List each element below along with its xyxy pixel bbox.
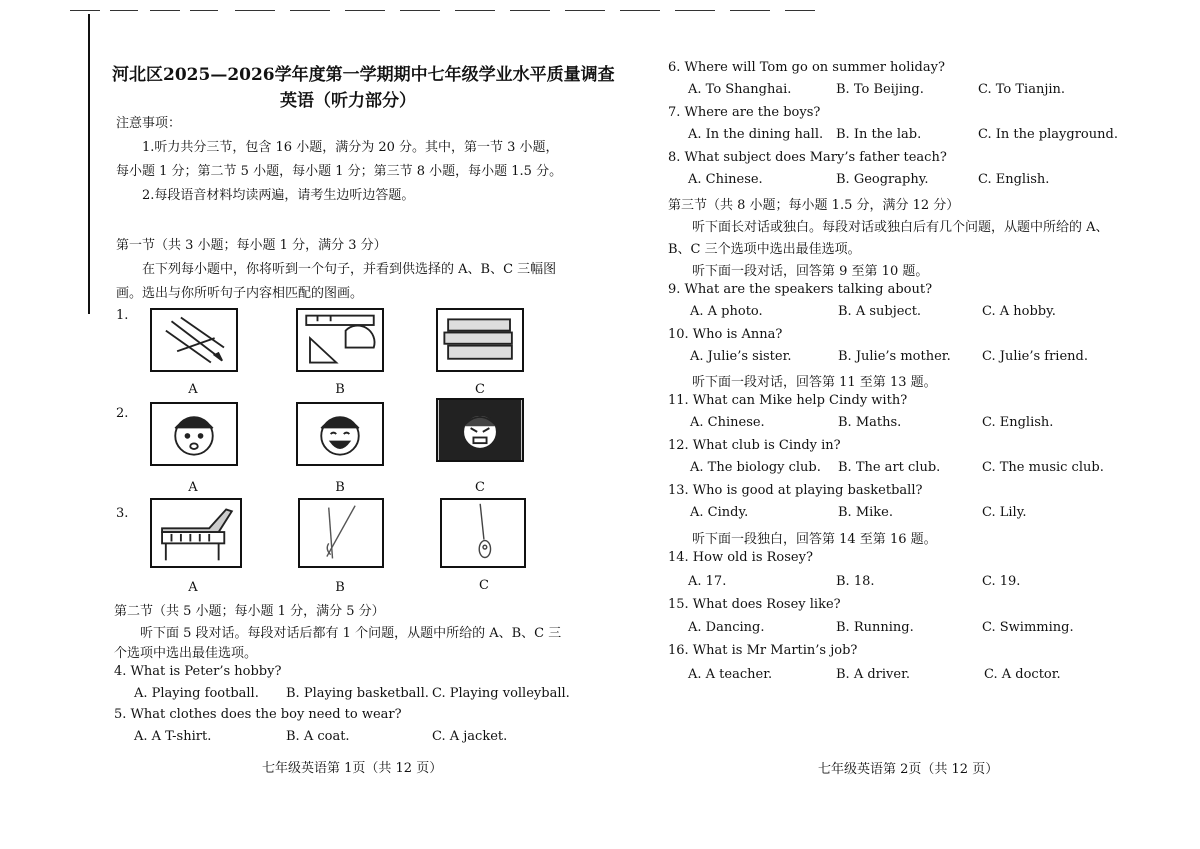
books-icon[interactable] [436, 308, 524, 372]
notes-heading: 注意事项： [116, 116, 182, 131]
violin-icon[interactable] [298, 498, 384, 568]
q9-option-c[interactable]: C. A hobby. [982, 304, 1056, 319]
listen-instruction-11-13: 听下面一段对话，回答第 11 至第 13 题。 [692, 375, 937, 390]
question-8: 8. What subject does Mary’s father teach? [668, 150, 947, 165]
q7-option-c[interactable]: C. In the playground. [978, 127, 1118, 142]
question-10: 10. Who is Anna? [668, 327, 783, 342]
q7-option-b[interactable]: B. In the lab. [836, 127, 922, 142]
picture-question-number: 2. [116, 406, 129, 421]
listen-instruction-14-16: 听下面一段独白，回答第 14 至第 16 题。 [692, 532, 937, 547]
section-3-heading: 第三节（共 8 小题；每小题 1.5 分，满分 12 分） [668, 198, 960, 213]
q12-option-a[interactable]: A. The biology club. [690, 460, 821, 475]
q16-option-c[interactable]: C. A doctor. [984, 667, 1061, 682]
angry-boy-icon[interactable] [436, 398, 524, 462]
option-letter: B [335, 480, 345, 495]
q8-option-a[interactable]: A. Chinese. [688, 172, 763, 187]
listen-instruction-9-10: 听下面一段对话，回答第 9 至第 10 题。 [692, 264, 929, 279]
q6-option-c[interactable]: C. To Tianjin. [978, 82, 1066, 97]
option-letter: C [479, 578, 489, 593]
q4-option-a[interactable]: A. Playing football. [134, 686, 259, 701]
question-15: 15. What does Rosey like? [668, 597, 841, 612]
section-1-instruction-line-2: 画。选出与你所听句子内容相匹配的图画。 [116, 286, 364, 301]
q11-option-a[interactable]: A. Chinese. [690, 415, 765, 430]
q16-option-b[interactable]: B. A driver. [836, 667, 910, 682]
question-12: 12. What club is Cindy in? [668, 438, 841, 453]
q6-option-b[interactable]: B. To Beijing. [836, 82, 924, 97]
section-1-instruction-line-1: 在下列每小题中，你将听到一个句子，并看到供选择的 A、B、C 三幅图 [142, 262, 557, 277]
right-page [600, 0, 1200, 849]
q8-option-b[interactable]: B. Geography. [836, 172, 929, 187]
ruler-set-icon[interactable] [296, 308, 384, 372]
picture-question-number: 1. [116, 308, 129, 323]
question-14: 14. How old is Rosey? [668, 550, 813, 565]
exam-title: 河北区2025—2026学年度第一学期期中七年级学业水平质量调查 [112, 65, 615, 85]
q5-option-a[interactable]: A. A T-shirt. [134, 729, 212, 744]
q14-option-a[interactable]: A. 17. [688, 574, 727, 589]
q11-option-c[interactable]: C. English. [982, 415, 1054, 430]
q14-option-b[interactable]: B. 18. [836, 574, 875, 589]
q5-option-b[interactable]: B. A coat. [286, 729, 350, 744]
q13-option-b[interactable]: B. Mike. [838, 505, 893, 520]
q10-option-b[interactable]: B. Julie’s mother. [838, 349, 951, 364]
question-13: 13. Who is good at playing basketball? [668, 483, 923, 498]
option-letter: A [188, 580, 198, 595]
worried-boy-icon[interactable] [150, 402, 238, 466]
q16-option-a[interactable]: A. A teacher. [688, 667, 773, 682]
section-2-heading: 第二节（共 5 小题；每小题 1 分，满分 5 分） [114, 604, 385, 619]
q12-option-c[interactable]: C. The music club. [982, 460, 1104, 475]
q5-option-c[interactable]: C. A jacket. [432, 729, 508, 744]
option-letter: A [188, 382, 198, 397]
q13-option-a[interactable]: A. Cindy. [690, 505, 749, 520]
question-16: 16. What is Mr Martin’s job? [668, 643, 858, 658]
note-1-line-2: 每小题 1 分；第二节 5 小题，每小题 1 分；第三节 8 小题，每小题 1.5 分。 [116, 164, 563, 179]
q9-option-a[interactable]: A. A photo. [690, 304, 763, 319]
option-letter: B [335, 580, 345, 595]
page-footer: 七年级英语第 2页（共 12 页） [818, 762, 999, 777]
q7-option-a[interactable]: A. In the dining hall. [688, 127, 824, 142]
q12-option-b[interactable]: B. The art club. [838, 460, 941, 475]
page-footer: 七年级英语第 1页（共 12 页） [262, 761, 443, 776]
option-letter: A [188, 480, 198, 495]
q4-option-c[interactable]: C. Playing volleyball. [432, 686, 570, 701]
q6-option-a[interactable]: A. To Shanghai. [688, 82, 792, 97]
exam-subtitle: 英语（听力部分） [280, 91, 416, 111]
note-2: 2.每段语音材料均读两遍，请考生边听边答题。 [142, 188, 415, 203]
q15-option-c[interactable]: C. Swimming. [982, 620, 1074, 635]
option-letter: C [475, 480, 485, 495]
q13-option-c[interactable]: C. Lily. [982, 505, 1027, 520]
question-11: 11. What can Mike help Cindy with? [668, 393, 908, 408]
q11-option-b[interactable]: B. Maths. [838, 415, 902, 430]
picture-question-number: 3. [116, 506, 129, 521]
q10-option-c[interactable]: C. Julie’s friend. [982, 349, 1088, 364]
option-letter: B [335, 382, 345, 397]
piano-icon[interactable] [150, 498, 242, 568]
guitar-icon[interactable] [440, 498, 526, 568]
happy-boy-icon[interactable] [296, 402, 384, 466]
question-6: 6. Where will Tom go on summer holiday? [668, 60, 945, 75]
note-1-line-1: 1.听力共分三节，包含 16 小题，满分为 20 分。其中，第一节 3 小题， [142, 140, 559, 155]
q14-option-c[interactable]: C. 19. [982, 574, 1021, 589]
question-4: 4. What is Peter’s hobby? [114, 664, 282, 679]
q8-option-c[interactable]: C. English. [978, 172, 1050, 187]
question-5: 5. What clothes does the boy need to wear? [114, 707, 402, 722]
section-3-instruction-line-2: B、C 三个选项中选出最佳选项。 [668, 242, 861, 257]
q4-option-b[interactable]: B. Playing basketball. [286, 686, 429, 701]
q9-option-b[interactable]: B. A subject. [838, 304, 922, 319]
q10-option-a[interactable]: A. Julie’s sister. [690, 349, 792, 364]
section-1-heading: 第一节（共 3 小题；每小题 1 分，满分 3 分） [116, 238, 387, 253]
option-letter: C [475, 382, 485, 397]
pens-icon[interactable] [150, 308, 238, 372]
q15-option-a[interactable]: A. Dancing. [688, 620, 765, 635]
question-7: 7. Where are the boys? [668, 105, 821, 120]
question-9: 9. What are the speakers talking about? [668, 282, 933, 297]
section-3-instruction-line-1: 听下面长对话或独白。每段对话或独白后有几个问题，从题中所给的 A、 [692, 220, 1109, 235]
section-2-instruction-line-2: 个选项中选出最佳选项。 [114, 646, 258, 661]
q15-option-b[interactable]: B. Running. [836, 620, 914, 635]
section-2-instruction-line-1: 听下面 5 段对话。每段对话后都有 1 个问题，从题中所给的 A、B、C 三 [140, 626, 562, 641]
